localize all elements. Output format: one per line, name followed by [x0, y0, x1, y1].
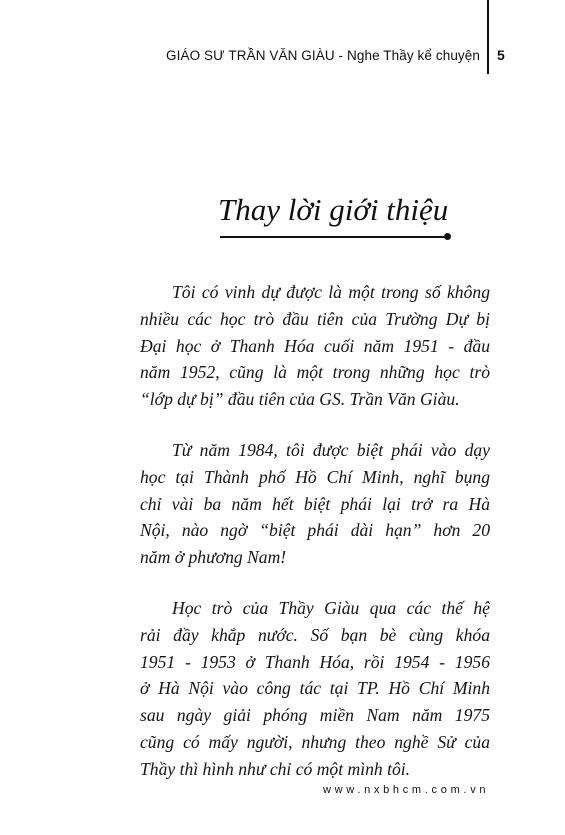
text-line: Đại học ở Thanh Hóa cuối năm 1951 - đầu — [140, 335, 490, 356]
footer-website-url: www.nxbhcm.com.vn — [323, 784, 490, 796]
text-line: năm ở phương Nam! — [140, 547, 287, 568]
text-line: sau ngày giải phóng miền Nam năm 1975 — [140, 705, 490, 726]
title-underline — [220, 236, 447, 238]
running-header-title: GIÁO SƯ TRẦN VĂN GIÀU - Nghe Thầy kể chuyện — [166, 48, 480, 63]
text-line: 1951 - 1953 ở Thanh Hóa, rồi 1954 - 1956 — [140, 651, 490, 672]
text-line: chỉ vài ba năm hết biệt phái lại trở ra Hà — [140, 493, 490, 514]
text-line: Học trò của Thầy Giàu qua các thế hệ — [172, 597, 490, 618]
text-line: học tại Thành phố Hồ Chí Minh, nghĩ bụng — [140, 466, 490, 487]
paragraph-2 — [140, 437, 490, 571]
underline-dot-ornament — [444, 233, 451, 240]
text-line: Tôi có vinh dự được là một trong số không — [172, 282, 490, 302]
text-line: rải đầy khắp nước. Số bạn bè cùng khóa — [140, 624, 490, 645]
section-title: Thay lời giới thiệu — [218, 192, 449, 227]
text-line: Từ năm 1984, tôi được biệt phái vào dạy — [172, 439, 490, 460]
text-line: Thầy thì hình như chỉ có một mình tôi. — [140, 758, 411, 779]
text-line: cũng có mấy người, nhưng theo nghề Sử của — [140, 731, 490, 752]
text-line: Nội, nào ngờ “biệt phái dài hạn” hơn 20 — [140, 520, 490, 541]
body-text — [140, 279, 490, 807]
page-number: 5 — [497, 47, 505, 63]
text-line: ở Hà Nội vào công tác tại TP. Hồ Chí Minh — [140, 678, 490, 699]
text-line: năm 1952, cũng là một trong những học trò — [140, 362, 490, 383]
text-line: nhiều các học trò đầu tiên của Trường Dự bị — [140, 308, 490, 329]
text-line: “lớp dự bị” đầu tiên của GS. Trần Văn Giàu. — [140, 389, 460, 410]
paragraph-3 — [140, 595, 490, 783]
header-vertical-rule — [487, 0, 489, 74]
paragraph-1 — [140, 279, 490, 413]
